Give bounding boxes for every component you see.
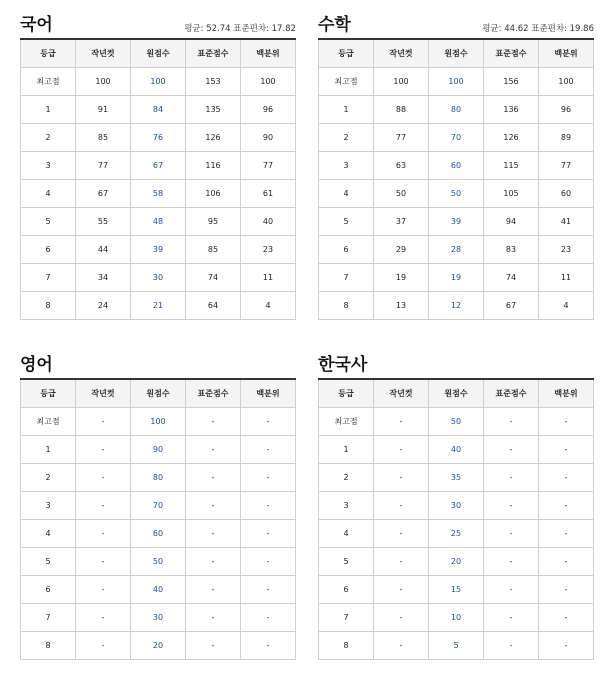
table-cell: - <box>241 492 296 520</box>
table-cell: 28 <box>429 236 484 264</box>
table-cell: 30 <box>131 264 186 292</box>
table-cell: - <box>241 604 296 632</box>
column-header: 표준점수 <box>186 39 241 68</box>
column-header: 등급 <box>21 379 76 408</box>
table-cell: - <box>374 604 429 632</box>
panel-title: 수학 <box>318 15 351 35</box>
table-row <box>21 520 296 548</box>
table-cell: 50 <box>429 408 484 436</box>
column-header: 작년컷 <box>76 39 131 68</box>
table-cell: 76 <box>131 124 186 152</box>
table-cell: - <box>539 576 594 604</box>
table-row <box>319 464 594 492</box>
panel-math <box>318 8 594 320</box>
column-header: 백분위 <box>241 39 296 68</box>
table-cell: 77 <box>76 152 131 180</box>
table-cell: 90 <box>131 436 186 464</box>
table-cell: - <box>484 604 539 632</box>
panel-stats: 평균: 52.74 표준편차: 17.82 <box>184 24 296 34</box>
table-cell: - <box>76 548 131 576</box>
table-cell: 8 <box>21 292 76 320</box>
table-cell: 55 <box>76 208 131 236</box>
table-header-row <box>21 379 296 408</box>
table-cell: 77 <box>539 152 594 180</box>
column-header: 작년컷 <box>374 379 429 408</box>
table-cell: - <box>76 576 131 604</box>
table-cell: 116 <box>186 152 241 180</box>
table-cell: 7 <box>319 264 374 292</box>
table-row <box>319 96 594 124</box>
table-cell: 100 <box>539 68 594 96</box>
column-header: 작년컷 <box>76 379 131 408</box>
table-cell: - <box>241 576 296 604</box>
table-cell: - <box>484 548 539 576</box>
table-cell: 41 <box>539 208 594 236</box>
table-cell: - <box>484 464 539 492</box>
column-header: 등급 <box>21 39 76 68</box>
table-cell: 80 <box>429 96 484 124</box>
panel-title: 국어 <box>20 15 53 35</box>
table-cell: 156 <box>484 68 539 96</box>
table-cell: 60 <box>131 520 186 548</box>
table-cell: 77 <box>241 152 296 180</box>
table-cell: - <box>539 492 594 520</box>
table-cell: 3 <box>319 492 374 520</box>
panel-header <box>318 348 594 378</box>
table-cell: - <box>76 632 131 660</box>
table-cell: - <box>241 436 296 464</box>
table-cell: 100 <box>131 408 186 436</box>
table-cell: - <box>374 520 429 548</box>
table-cell: 60 <box>539 180 594 208</box>
table-cell: 5 <box>319 208 374 236</box>
table-cell: 5 <box>21 208 76 236</box>
table-row <box>21 436 296 464</box>
table-cell: 100 <box>429 68 484 96</box>
table-cell: - <box>186 548 241 576</box>
table-cell: 100 <box>374 68 429 96</box>
column-header: 표준점수 <box>484 379 539 408</box>
table-cell: - <box>484 436 539 464</box>
table-row <box>21 96 296 124</box>
table-cell: 83 <box>484 236 539 264</box>
table-cell: 115 <box>484 152 539 180</box>
table-row <box>21 124 296 152</box>
table-cell: 50 <box>429 180 484 208</box>
table-cell: 6 <box>319 236 374 264</box>
table-row <box>21 152 296 180</box>
table-cell: - <box>374 632 429 660</box>
table-cell: 10 <box>429 604 484 632</box>
table-row <box>319 576 594 604</box>
table-cell: - <box>241 408 296 436</box>
table-cell: 37 <box>374 208 429 236</box>
table-row <box>319 292 594 320</box>
table-cell: 100 <box>76 68 131 96</box>
table-cell: 11 <box>241 264 296 292</box>
table-cell: - <box>539 436 594 464</box>
table-cell: 1 <box>21 436 76 464</box>
table-cell: 6 <box>319 576 374 604</box>
table-cell: 60 <box>429 152 484 180</box>
table-cell: - <box>539 408 594 436</box>
table-cell: 91 <box>76 96 131 124</box>
table-cell: 30 <box>429 492 484 520</box>
table-cell: 1 <box>21 96 76 124</box>
table-cell: 85 <box>186 236 241 264</box>
table-cell: 39 <box>429 208 484 236</box>
table-cell: 2 <box>319 124 374 152</box>
table-row <box>319 180 594 208</box>
column-header: 등급 <box>319 39 374 68</box>
table-row <box>319 68 594 96</box>
table-row <box>319 632 594 660</box>
table-cell: 136 <box>484 96 539 124</box>
table-row <box>21 264 296 292</box>
table-cell: 34 <box>76 264 131 292</box>
panel-header <box>318 8 594 38</box>
column-header: 등급 <box>319 379 374 408</box>
score-table <box>20 38 296 320</box>
table-cell: 67 <box>76 180 131 208</box>
panel-korean-history <box>318 348 594 660</box>
table-cell: 105 <box>484 180 539 208</box>
table-cell: - <box>241 520 296 548</box>
table-cell: - <box>374 436 429 464</box>
table-cell: 96 <box>539 96 594 124</box>
table-row <box>319 264 594 292</box>
table-row <box>319 208 594 236</box>
score-table <box>318 378 594 660</box>
table-cell: 70 <box>429 124 484 152</box>
table-cell: - <box>484 520 539 548</box>
panel-english <box>20 348 296 660</box>
table-cell: 2 <box>21 464 76 492</box>
table-cell: 29 <box>374 236 429 264</box>
table-cell: 6 <box>21 576 76 604</box>
table-cell: 135 <box>186 96 241 124</box>
table-cell: - <box>374 548 429 576</box>
column-header: 작년컷 <box>374 39 429 68</box>
table-cell: 21 <box>131 292 186 320</box>
column-header: 표준점수 <box>484 39 539 68</box>
table-cell: - <box>186 520 241 548</box>
table-cell: - <box>186 632 241 660</box>
table-cell: 77 <box>374 124 429 152</box>
table-cell: 153 <box>186 68 241 96</box>
table-row <box>319 492 594 520</box>
table-cell: 80 <box>131 464 186 492</box>
table-cell: 3 <box>319 152 374 180</box>
table-cell: 50 <box>374 180 429 208</box>
table-row <box>21 68 296 96</box>
table-cell: 84 <box>131 96 186 124</box>
table-cell: - <box>374 576 429 604</box>
table-cell: - <box>241 632 296 660</box>
table-cell: - <box>539 632 594 660</box>
table-cell: 12 <box>429 292 484 320</box>
table-cell: 100 <box>131 68 186 96</box>
table-cell: - <box>539 604 594 632</box>
table-cell: 44 <box>76 236 131 264</box>
table-cell: 5 <box>21 548 76 576</box>
table-cell: 19 <box>429 264 484 292</box>
table-cell: 7 <box>21 604 76 632</box>
table-cell: 3 <box>21 152 76 180</box>
table-cell: - <box>186 464 241 492</box>
table-row <box>21 464 296 492</box>
table-cell: 25 <box>429 520 484 548</box>
table-cell: 90 <box>241 124 296 152</box>
table-row <box>21 492 296 520</box>
score-table <box>318 38 594 320</box>
table-cell: - <box>539 520 594 548</box>
table-row <box>21 604 296 632</box>
table-header-row <box>319 379 594 408</box>
table-cell: - <box>186 604 241 632</box>
column-header: 원점수 <box>429 379 484 408</box>
table-cell: 23 <box>241 236 296 264</box>
table-row <box>319 236 594 264</box>
table-cell: 39 <box>131 236 186 264</box>
table-cell: - <box>539 464 594 492</box>
table-header-row <box>319 39 594 68</box>
table-cell: 67 <box>131 152 186 180</box>
table-cell: 74 <box>186 264 241 292</box>
table-cell: 2 <box>319 464 374 492</box>
column-header: 원점수 <box>429 39 484 68</box>
table-header-row <box>21 39 296 68</box>
table-cell: - <box>484 408 539 436</box>
table-cell: - <box>374 464 429 492</box>
table-cell: 94 <box>484 208 539 236</box>
table-cell: 67 <box>484 292 539 320</box>
table-cell: 40 <box>429 436 484 464</box>
table-cell: - <box>374 408 429 436</box>
column-header: 표준점수 <box>186 379 241 408</box>
table-cell: 4 <box>21 520 76 548</box>
panel-stats: 평균: 44.62 표준편차: 19.86 <box>482 24 594 34</box>
table-row <box>319 408 594 436</box>
table-cell: 96 <box>241 96 296 124</box>
table-row <box>21 632 296 660</box>
table-row <box>319 604 594 632</box>
score-table <box>20 378 296 660</box>
table-cell: - <box>539 548 594 576</box>
table-cell: 8 <box>319 632 374 660</box>
table-cell: 5 <box>319 548 374 576</box>
table-cell: - <box>76 408 131 436</box>
table-cell: 35 <box>429 464 484 492</box>
table-cell: 5 <box>429 632 484 660</box>
column-header: 백분위 <box>241 379 296 408</box>
table-cell: 23 <box>539 236 594 264</box>
table-cell: - <box>241 548 296 576</box>
table-row <box>21 180 296 208</box>
table-cell: 40 <box>241 208 296 236</box>
table-cell: 15 <box>429 576 484 604</box>
table-cell: 70 <box>131 492 186 520</box>
table-cell: 48 <box>131 208 186 236</box>
table-cell: 126 <box>484 124 539 152</box>
table-cell: 4 <box>21 180 76 208</box>
table-cell: 24 <box>76 292 131 320</box>
column-header: 백분위 <box>539 379 594 408</box>
table-cell: 95 <box>186 208 241 236</box>
table-row <box>21 236 296 264</box>
table-cell: 19 <box>374 264 429 292</box>
table-cell: 최고점 <box>319 68 374 96</box>
table-cell: - <box>76 520 131 548</box>
column-header: 백분위 <box>539 39 594 68</box>
table-cell: 7 <box>21 264 76 292</box>
table-cell: 74 <box>484 264 539 292</box>
table-cell: 4 <box>241 292 296 320</box>
table-cell: 1 <box>319 436 374 464</box>
table-cell: 8 <box>21 632 76 660</box>
table-cell: 6 <box>21 236 76 264</box>
table-cell: 2 <box>21 124 76 152</box>
panel-title: 영어 <box>20 355 53 375</box>
table-cell: 7 <box>319 604 374 632</box>
table-cell: - <box>76 464 131 492</box>
panel-header <box>20 8 296 38</box>
table-cell: - <box>484 576 539 604</box>
column-header: 원점수 <box>131 379 186 408</box>
table-cell: 50 <box>131 548 186 576</box>
table-cell: 20 <box>131 632 186 660</box>
table-cell: 64 <box>186 292 241 320</box>
table-cell: 126 <box>186 124 241 152</box>
table-cell: 100 <box>241 68 296 96</box>
table-cell: - <box>76 604 131 632</box>
table-cell: 1 <box>319 96 374 124</box>
table-cell: 3 <box>21 492 76 520</box>
table-row <box>319 124 594 152</box>
table-cell: - <box>241 464 296 492</box>
table-cell: 85 <box>76 124 131 152</box>
table-cell: - <box>76 436 131 464</box>
table-row <box>21 576 296 604</box>
table-cell: 8 <box>319 292 374 320</box>
table-cell: 40 <box>131 576 186 604</box>
panel-title: 한국사 <box>318 355 368 375</box>
table-cell: 11 <box>539 264 594 292</box>
table-cell: - <box>484 632 539 660</box>
table-cell: 최고점 <box>21 408 76 436</box>
panel-korean <box>20 8 296 320</box>
table-cell: - <box>186 492 241 520</box>
column-header: 원점수 <box>131 39 186 68</box>
table-row <box>21 408 296 436</box>
table-cell: 63 <box>374 152 429 180</box>
table-row <box>319 548 594 576</box>
table-cell: 13 <box>374 292 429 320</box>
table-cell: 최고점 <box>319 408 374 436</box>
panel-header <box>20 348 296 378</box>
table-row <box>319 436 594 464</box>
table-cell: - <box>186 436 241 464</box>
table-cell: - <box>186 408 241 436</box>
table-row <box>319 520 594 548</box>
table-cell: - <box>186 576 241 604</box>
table-row <box>21 548 296 576</box>
table-cell: - <box>76 492 131 520</box>
table-cell: 89 <box>539 124 594 152</box>
table-cell: 최고점 <box>21 68 76 96</box>
table-cell: 4 <box>539 292 594 320</box>
table-cell: 30 <box>131 604 186 632</box>
table-cell: 88 <box>374 96 429 124</box>
table-cell: 58 <box>131 180 186 208</box>
table-row <box>319 152 594 180</box>
table-cell: 20 <box>429 548 484 576</box>
table-cell: - <box>484 492 539 520</box>
table-cell: 4 <box>319 180 374 208</box>
table-cell: 61 <box>241 180 296 208</box>
table-cell: 4 <box>319 520 374 548</box>
table-cell: 106 <box>186 180 241 208</box>
table-row <box>21 292 296 320</box>
table-row <box>21 208 296 236</box>
table-cell: - <box>374 492 429 520</box>
